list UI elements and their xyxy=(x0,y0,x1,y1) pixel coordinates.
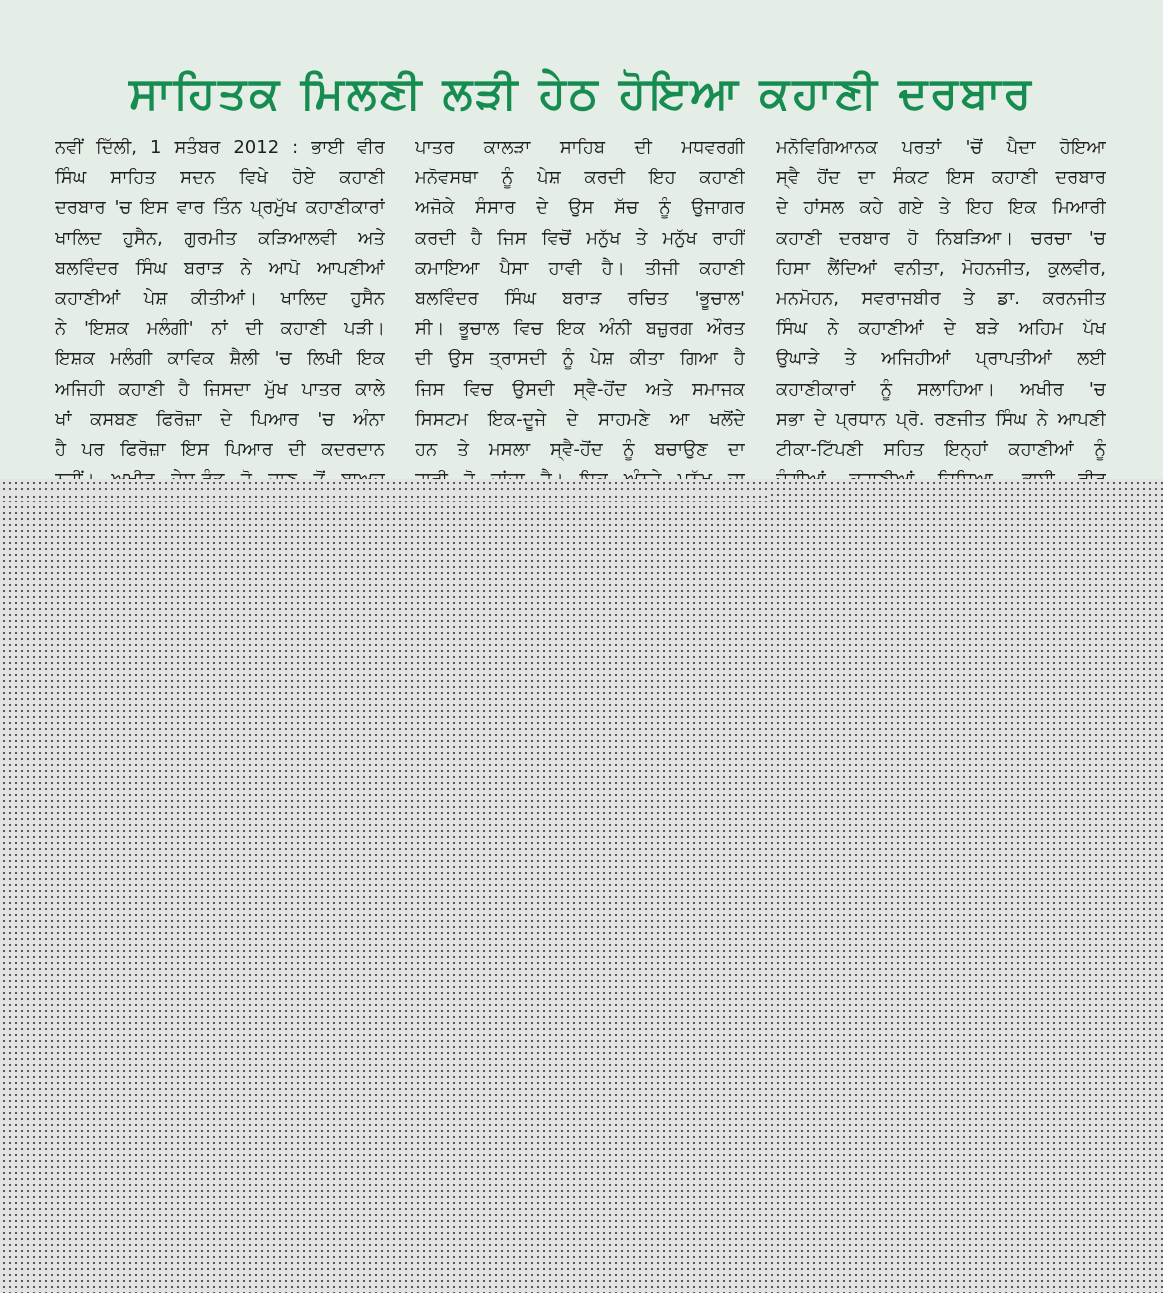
article-column-3 xyxy=(776,133,1106,495)
text-line: ਨੇ 'ਇਸ਼ਕ ਮਲੰਗੀ' ਨਾਂ ਦੀ ਕਹਾਣੀ ਪੜੀ। xyxy=(55,318,385,340)
text-line: ਸਭਾ ਦੇ ਪ੍ਰਧਾਨ ਪ੍ਰੋ. ਰਣਜੀਤ ਸਿੰਘ ਨੇ ਆਪਣੀ xyxy=(776,408,1106,430)
text-line: ਕਰਦੀ ਹੈ ਜਿਸ ਵਿਚੋਂ ਮਨੁੱਖ ਤੇ ਮਨੁੱਖ ਰਾਹੀਂ xyxy=(415,227,745,249)
text-line: ਦੀ ਉਸ ਤ੍ਰਾਸਦੀ ਨੂੰ ਪੇਸ਼ ਕੀਤਾ ਗਿਆ ਹੈ xyxy=(415,348,745,370)
text-line: ਮਨਮੋਹਨ, ਸਵਰਾਜਬੀਰ ਤੇ ਡਾ. ਕਰਨਜੀਤ xyxy=(776,287,1106,309)
text-line: ਕਮਾਇਆ ਪੈਸਾ ਹਾਵੀ ਹੈ। ਤੀਜੀ ਕਹਾਣੀ xyxy=(415,257,745,279)
text-line: ਦੇ ਹਾਂਸਲ ਕਹੇ ਗਏ ਤੇ ਇਹ ਇਕ ਮਿਆਰੀ xyxy=(776,197,1106,219)
text-line: ਜਿਸ ਵਿਚ ਉਸਦੀ ਸ੍ਵੈ-ਹੋਂਦ ਅਤੇ ਸਮਾਜਕ xyxy=(415,378,745,400)
text-line: ਉਘਾੜੇ ਤੇ ਅਜਿਹੀਆਂ ਪ੍ਰਾਪਤੀਆਂ ਲਈ xyxy=(776,348,1106,370)
text-line: ਹਨ ਤੇ ਮਸਲਾ ਸ੍ਵੈ-ਹੋਂਦ ਨੂੰ ਬਚਾਉਣ ਦਾ xyxy=(415,438,745,460)
text-line: ਖਾਲਿਦ ਹੁਸੈਨ, ਗੁਰਮੀਤ ਕੜਿਆਲਵੀ ਅਤੇ xyxy=(55,227,385,249)
text-line: ਮਨੋਵਿਗਿਆਨਕ ਪਰਤਾਂ 'ਚੋਂ ਪੈਦਾ ਹੋਇਆ xyxy=(776,137,1106,158)
text-line: ਹੈ ਪਰ ਫਿਰੋਜ਼ਾ ਇਸ ਪਿਆਰ ਦੀ ਕਦਰਦਾਨ xyxy=(55,438,385,460)
text-line: ਟੀਕਾ-ਟਿੱਪਣੀ ਸਹਿਤ ਇਨ੍ਹਾਂ ਕਹਾਣੀਆਂ ਨੂੰ xyxy=(776,438,1106,460)
text-line: ਮਨੋਵਸਥਾ ਨੂੰ ਪੇਸ਼ ਕਰਦੀ ਇਹ ਕਹਾਣੀ xyxy=(415,167,745,189)
text-line: ਹਿਸਾ ਲੈਂਦਿਆਂ ਵਨੀਤਾ, ਮੋਹਨਜੀਤ, ਕੁਲਵੀਰ, xyxy=(776,257,1106,279)
text-line: ਕਹਾਣੀਆਂ ਪੇਸ਼ ਕੀਤੀਆਂ। ਖਾਲਿਦ ਹੁਸੈਨ xyxy=(55,287,385,309)
text-line: ਸਿੰਘ ਨੇ ਕਹਾਣੀਆਂ ਦੇ ਬੜੇ ਅਹਿਮ ਪੱਖ xyxy=(776,318,1106,340)
text-line: ਖਾਂ ਕਸਬਣ ਫਿਰੋਜ਼ਾ ਦੇ ਪਿਆਰ 'ਚ ਅੰਨਾ xyxy=(55,408,385,430)
text-line: ਪਾਤਰ ਕਾਲੜਾ ਸਾਹਿਬ ਦੀ ਮਧਵਰਗੀ xyxy=(415,137,745,158)
text-line: ਅਜੋਕੇ ਸੰਸਾਰ ਦੇ ਉਸ ਸੱਚ ਨੂੰ ਉਜਾਗਰ xyxy=(415,197,745,219)
article-column-2 xyxy=(415,133,745,495)
text-line: ਸੀ। ਭੂਚਾਲ ਵਿਚ ਇਕ ਅੰਨੀ ਬਜ਼ੁਰਗ ਔਰਤ xyxy=(415,318,745,340)
text-line: ਸਿਸਟਮ ਇਕ-ਦੂਜੇ ਦੇ ਸਾਹਮਣੇ ਆ ਖਲੋਂਦੇ xyxy=(415,408,745,430)
halftone-mask xyxy=(0,479,1163,1293)
text-line: ਇਸ਼ਕ ਮਲੰਗੀ ਕਾਵਿਕ ਸ਼ੈਲੀ 'ਚ ਲਿਖੀ ਇਕ xyxy=(55,348,385,370)
text-line: ਬਲਵਿੰਦਰ ਸਿੰਘ ਬਰਾੜ ਨੇ ਆਪੋ ਆਪਣੀਆਂ xyxy=(55,257,385,279)
text-line: ਕਹਾਣੀਕਾਰਾਂ ਨੂੰ ਸਲਾਹਿਆ। ਅਖੀਰ 'ਚ xyxy=(776,378,1106,400)
headline: ਸਾਹਿਤਕ ਮਿਲਣੀ ਲੜੀ ਹੇਠ ਹੋਇਆ ਕਹਾਣੀ ਦਰਬਾਰ xyxy=(129,68,1034,119)
text-line: ਨਵੀਂ ਦਿੱਲੀ, 1 ਸਤੰਬਰ 2012 : ਭਾਈ ਵੀਰ xyxy=(55,137,385,158)
text-line: ਅਜਿਹੀ ਕਹਾਣੀ ਹੈ ਜਿਸਦਾ ਮੁੱਖ ਪਾਤਰ ਕਾਲੇ xyxy=(55,378,385,400)
halftone-mask-edge xyxy=(0,493,770,501)
text-line: ਦਰਬਾਰ 'ਚ ਇਸ ਵਾਰ ਤਿੰਨ ਪ੍ਰਮੁੱਖ ਕਹਾਣੀਕਾਰਾਂ xyxy=(55,197,385,219)
text-line: ਸਿੰਘ ਸਾਹਿਤ ਸਦਨ ਵਿਖੇ ਹੋਏ ਕਹਾਣੀ xyxy=(55,167,385,189)
text-line: ਸ੍ਵੈ ਹੋਂਦ ਦਾ ਸੰਕਟ ਇਸ ਕਹਾਣੀ ਦਰਬਾਰ xyxy=(776,167,1106,189)
text-line: ਕਹਾਣੀ ਦਰਬਾਰ ਹੋ ਨਿਬੜਿਆ। ਚਰਚਾ 'ਚ xyxy=(776,227,1106,249)
text-line: ਬਲਵਿੰਦਰ ਸਿੰਘ ਬਰਾੜ ਰਚਿਤ 'ਭੂਚਾਲ' xyxy=(415,287,745,309)
article-column-1 xyxy=(55,133,385,495)
